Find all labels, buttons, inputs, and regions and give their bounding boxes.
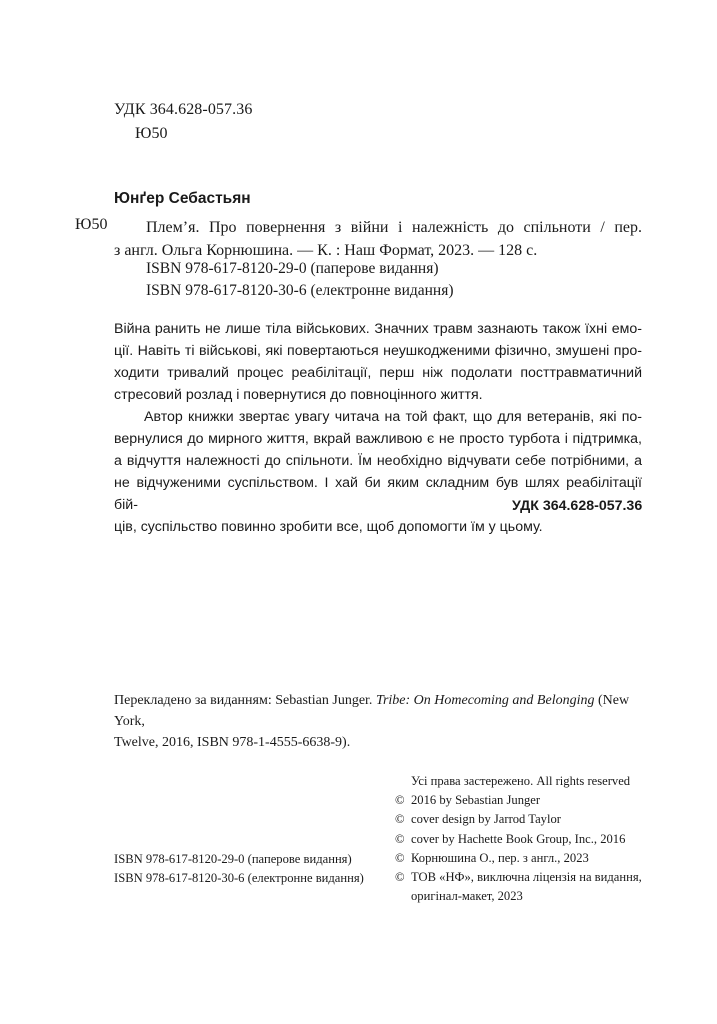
- bib-line: Плем’я. Про повернення з війни і належність до спільноти / пер.: [146, 219, 642, 236]
- bibliographic-description: [114, 216, 642, 262]
- annotation-line: а відчуття належності до спільноти. Їм необхідно відчувати себе потрібними, а: [114, 453, 642, 469]
- annotation-line: Війна ранить не лише тіла військових. Значних травм зазнають також їхні емо-: [114, 321, 642, 337]
- annotation-line: не відчуженими суспільством. І хай би яким складним був шлях реабілітації бій-: [114, 475, 642, 513]
- copyright-icon: ©: [395, 812, 405, 827]
- copyright-row: [395, 868, 642, 887]
- copyright-text: cover design by Jarrod Taylor: [411, 812, 561, 827]
- annotation-line: стресовий розлад і повернутися до повноцінного життя.: [114, 387, 483, 403]
- copyright-text: cover by Hachette Book Group, Inc., 2016: [411, 831, 626, 846]
- original-title: Tribe: On Homecoming and Belonging: [375, 693, 595, 708]
- annotation-line: ції. Навіть ті військові, які повертаються неушкодженими фізично, змушені про-: [114, 343, 642, 359]
- annotation-line: ходити тривалий процес реабілітації, перш ніж подолати посттравматичний: [114, 365, 642, 381]
- translated-line: Twelve, 2016, ISBN 978-1-4555-6638-9).: [114, 735, 351, 750]
- isbn-ebook: ISBN 978-617-8120-30-6 (електронне видання): [146, 282, 454, 299]
- isbn-print: ISBN 978-617-8120-29-0 (паперове видання): [146, 260, 439, 277]
- udk-code-bottom: УДК 364.628-057.36: [512, 498, 643, 514]
- copyright-block: [395, 772, 642, 906]
- bib-line: з англ. Ольга Корнюшина. — К. : Наш Формат, 2023. — 128 с.: [114, 242, 538, 259]
- copyright-row: [395, 849, 642, 868]
- annotation-line: ців, суспільство повинно зробити все, щоб допомогти їм у цьому.: [114, 519, 543, 535]
- author-name: Юнґер Себастьян: [114, 190, 251, 207]
- copyright-row: [395, 791, 642, 810]
- copyright-icon: ©: [395, 793, 405, 808]
- copyright-row: [395, 830, 642, 849]
- copyright-icon: ©: [395, 870, 405, 885]
- author-sign-left: Ю50: [75, 216, 108, 233]
- annotation-line: Автор книжки звертає увагу читача на той факт, що для ветеранів, які по-: [144, 409, 642, 425]
- copyright-continuation: оригінал-макет, 2023: [411, 889, 523, 904]
- footer-isbn-ebook: ISBN 978-617-8120-30-6 (електронне видання): [114, 871, 364, 885]
- author-sign: Ю50: [135, 125, 168, 142]
- copyright-text: Корнюшина О., пер. з англ., 2023: [411, 850, 589, 865]
- footer-isbn-print: ISBN 978-617-8120-29-0 (паперове видання): [114, 852, 352, 866]
- udk-code: УДК 364.628-057.36: [114, 101, 253, 118]
- copyright-text: 2016 by Sebastian Junger: [411, 793, 541, 808]
- translated-from-note: [114, 690, 642, 753]
- rights-header: Усі права застережено. All rights reserved: [411, 774, 631, 788]
- translated-line: [114, 690, 642, 732]
- translated-prefix: Перекладено за виданням: Sebastian Junger.: [114, 693, 376, 708]
- copyright-icon: ©: [395, 831, 405, 846]
- copyright-text: ТОВ «НФ», виключна ліцензія на видання,: [411, 870, 642, 885]
- copyright-icon: ©: [395, 850, 405, 865]
- copyright-row: [395, 810, 642, 829]
- annotation-line: вернулися до мирного життя, вкрай важливою є не просто турбота і підтримка,: [114, 431, 642, 447]
- translated-suffix: (New York,: [114, 693, 630, 729]
